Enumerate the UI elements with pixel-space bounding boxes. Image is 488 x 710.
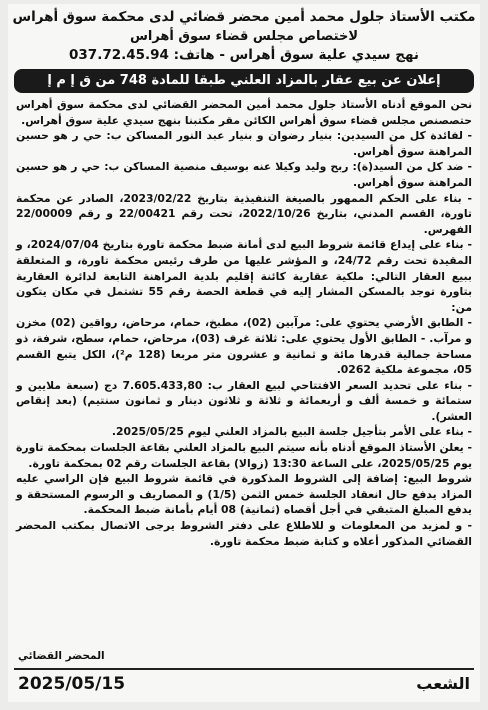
paragraph-auction: - يعلن الأستاذ الموقع أدناه بأنه سيتم البيع بالمزاد العلني بقاعة الجلسات بمحكمة تاورة يوم 2025/05/25، على الساعة 13:30 (زوالا) بقاعة الجلسات رقم 02 بمحكمة تاورة. xyxy=(16,441,472,470)
header-line2: لاختصاص مجلس قضاء سوق أهراس xyxy=(129,29,359,44)
header xyxy=(8,8,480,65)
paragraph-floors: - الطابق الأرضي يحتوي على: مرآبين (02)، مطبخ، حمام، مرحاض، رواقين (02) مخزن و مرآب. - الطابق الأول يحتوي على: ثلاثة غرف (03)، مرحاض، حمام، سطح، شرفة، ذو مساحة جمالية قدرها مائة و ثمانية و عشرون متر مربعا (128 م²)، الكل يتبع القسم 05، مجموعة ملكية 0262. xyxy=(16,316,473,377)
announcement-body xyxy=(8,93,480,549)
paragraph-conditions: شروط البيع: إضافة إلى الشروط المذكورة في قائمة شروط البيع فإن الراسي عليه المزاد يدفع حال انعقاد الجلسة خمس الثمن (1/5) و المصاريف و الرسوم المستحقة و يدفع المبلغ المتبقي في أجل أقصاه (ثمانية) 08 أيام بأمانة ضبط المحكمة. xyxy=(16,472,472,517)
header-address: نهج سيدي علية سوق أهراس - هاتف: xyxy=(173,47,419,63)
footer xyxy=(14,668,474,700)
paragraph-deposit: - بناء على إيداع قائمة شروط البيع لدى أمانة ضبط محكمة تاورة بتاريخ 2024/07/04، و المقيدة تحت رقم 24/72، و المؤشر عليها من طرف رئيس محكمة تاورة، و المتعلقة ببيع العقار التالي: ملكية عقارية كائنة إقليم بلدية المراهنة التابعة لدائرة العقارية بتاورة توجد بالمسكن المشار إليه في قطعة الحصة رقم 55 تشتمل في مكان يتكون من: xyxy=(16,238,473,314)
footer-newspaper: الشعب xyxy=(416,674,470,693)
announcement-banner: إعلان عن بيع عقار بالمزاد العلني طبقا للمادة 748 من ق إ م إ xyxy=(14,69,474,93)
header-line1: مكتب الأستاذ جلول محمد أمين محضر قضائي لدى محكمة سوق أهراس xyxy=(12,9,476,25)
footer-date: 2025/05/15 xyxy=(18,674,126,694)
paragraph-info: - و لمزيد من المعلومات و للاطلاع على دفتر الشروط يرجى الاتصال بمكتب المحضر القضائي المذكور أعلاه و كتابة ضبط محكمة تاورة. xyxy=(16,519,472,548)
paragraph-postpone: - بناء على الأمر بتأجيل جلسة البيع بالمزاد العلني ليوم 2025/05/25. xyxy=(111,425,472,439)
announcement-page xyxy=(8,4,480,702)
signer-label: المحضر القضائي xyxy=(18,650,105,662)
paragraph-plaintiffs: - لفائدة كل من السيدين: بنيار رضوان و بنيار عبد النور المساكن ب: حي ر هو حسين المراهنة سوق أهراس. xyxy=(16,129,472,158)
paragraph-judgment: - بناء على الحكم الممهور بالصيغة التنفيذية بتاريخ 2023/02/22، الصادر عن محكمة تاورة، القسم المدني، بتاريخ 2022/10/26، تحت رقم 22/00421 و رقم 22/00009 الفهرس. xyxy=(16,191,472,236)
header-line3 xyxy=(8,46,480,65)
paragraph-price: - بناء على تحديد السعر الافتتاحي لبيع العقار ب: 7.605.433,80 دج (سبعة ملايين و ستمائة و خمسة ألف و أربعمائة و ثلاثة و ثلاثون دينار و ثمانون سنتيم) (بعد إنقاص العشر). xyxy=(16,378,472,423)
header-phone: 037.72.45.94 xyxy=(69,47,169,63)
paragraph-defendant: - ضد كل من السيد(ة): ربح وليد وكيلا عنه بوسيف منصية المساكن ب: حي ر هو حسين المراهنة سوق أهراس. xyxy=(16,160,472,189)
paragraph-intro: نحن الموقع أدناه الأستاذ جلول محمد أمين المحضر القضائي لدى محكمة سوق أهراس حتصصنص مجلس قضاء سوق أهراس الكائن مقر مكتبنا بنهج سيدي علية سوق أهراس. xyxy=(16,98,472,127)
